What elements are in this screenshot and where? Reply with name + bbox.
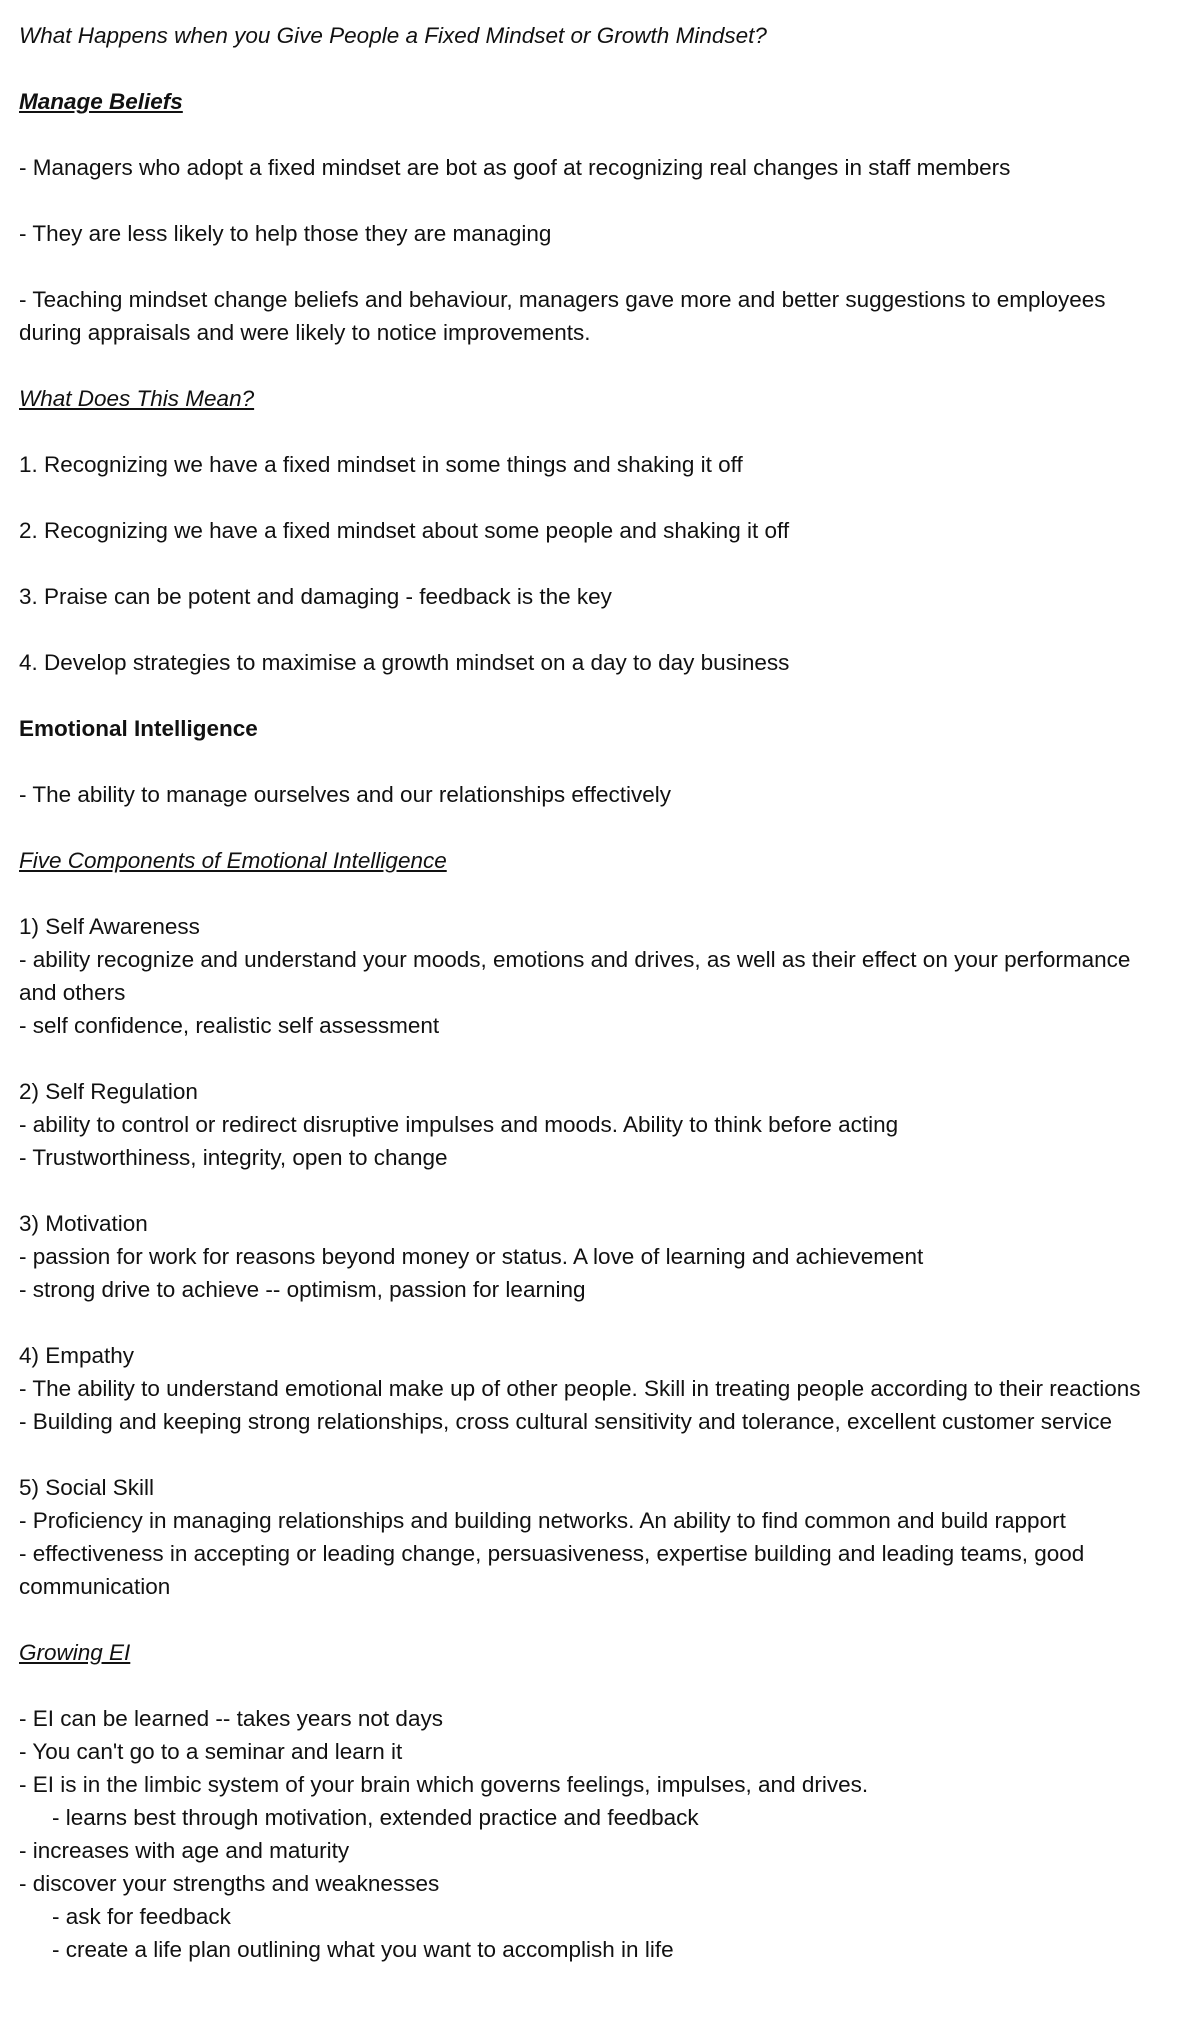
component-title: 2) Self Regulation [19,1079,198,1104]
document-title: What Happens when you Give People a Fixed Mindset or Growth Mindset? [19,23,767,48]
component-line-continued: and others [19,980,126,1005]
emotional-intelligence-definition: - The ability to manage ourselves and our relationships effectively [19,782,672,807]
manage-beliefs-bullet-continued: during appraisals and were likely to notice improvements. [19,320,591,345]
five-components-heading: Five Components of Emotional Intelligence [19,848,447,873]
growing-ei-line: - EI can be learned -- takes years not days [19,1706,443,1731]
manage-beliefs-bullet: - They are less likely to help those they are managing [19,221,552,246]
growing-ei-subline: - ask for feedback [52,1904,231,1929]
numbered-item: 4. Develop strategies to maximise a growth mindset on a day to day business [19,650,790,675]
growing-ei-line: - EI is in the limbic system of your brain which governs feelings, impulses, and drives. [19,1772,869,1797]
component-line: - Trustworthiness, integrity, open to change [19,1145,448,1170]
component-line: - The ability to understand emotional make up of other people. Skill in treating people according to their reactions [19,1376,1141,1401]
growing-ei-line: - increases with age and maturity [19,1838,350,1863]
component-line: - effectiveness in accepting or leading change, persuasiveness, expertise building and leading teams, good [19,1541,1085,1566]
growing-ei-subline: - learns best through motivation, extended practice and feedback [52,1805,699,1830]
component-line: - strong drive to achieve -- optimism, passion for learning [19,1277,586,1302]
component-title: 4) Empathy [19,1343,135,1368]
component-title: 3) Motivation [19,1211,148,1236]
numbered-item: 3. Praise can be potent and damaging - feedback is the key [19,584,612,609]
component-title: 1) Self Awareness [19,914,200,939]
growing-ei-subline: - create a life plan outlining what you want to accomplish in life [52,1937,674,1962]
manage-beliefs-bullet: - Managers who adopt a fixed mindset are bot as goof at recognizing real changes in staff members [19,155,1011,180]
component-line: - Building and keeping strong relationships, cross cultural sensitivity and tolerance, excellent customer service [19,1409,1113,1434]
component-line: - ability to control or redirect disruptive impulses and moods. Ability to think before acting [19,1112,899,1137]
manage-beliefs-heading: Manage Beliefs [19,89,183,114]
manage-beliefs-bullet: - Teaching mindset change beliefs and behaviour, managers gave more and better suggestions to employees [19,287,1106,312]
emotional-intelligence-heading: Emotional Intelligence [19,716,258,741]
growing-ei-heading: Growing EI [19,1640,131,1665]
component-line: - passion for work for reasons beyond money or status. A love of learning and achievement [19,1244,924,1269]
component-line-continued: communication [19,1574,171,1599]
growing-ei-line: - You can't go to a seminar and learn it [19,1739,403,1764]
component-title: 5) Social Skill [19,1475,155,1500]
numbered-item: 1. Recognizing we have a fixed mindset in some things and shaking it off [19,452,743,477]
component-line: - self confidence, realistic self assessment [19,1013,440,1038]
what-does-this-mean-heading: What Does This Mean? [19,386,255,411]
component-line: - Proficiency in managing relationships and building networks. An ability to find common and build rapport [19,1508,1066,1533]
numbered-item: 2. Recognizing we have a fixed mindset about some people and shaking it off [19,518,790,543]
component-line: - ability recognize and understand your moods, emotions and drives, as well as their effect on your performance [19,947,1131,972]
growing-ei-line: - discover your strengths and weaknesses [19,1871,440,1896]
